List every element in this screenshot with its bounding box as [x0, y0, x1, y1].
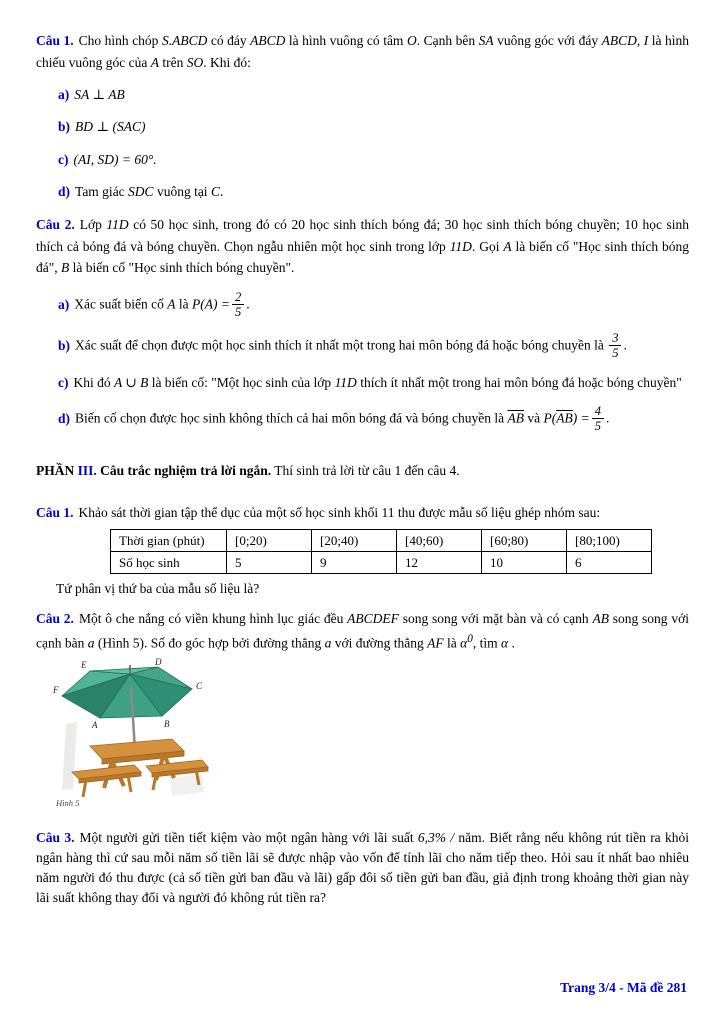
table-cell: 6 — [567, 552, 652, 574]
math-var: A — [150, 54, 159, 70]
option-label: b) — [58, 337, 71, 353]
picnic-table — [90, 739, 184, 764]
math-var: I — [643, 33, 649, 48]
math-var: SDC — [128, 183, 154, 199]
fraction-denominator: 5 — [612, 345, 619, 360]
math-var: ABCDEF — [347, 611, 399, 626]
question-ii-1-option-c — [58, 150, 689, 170]
option-text: vuông tại — [153, 183, 211, 199]
stem-text: . Khi đó: — [203, 54, 251, 70]
math-var: α — [460, 635, 468, 651]
math-var: AF — [427, 635, 444, 651]
question-ii-2-option-b — [58, 332, 689, 361]
stem-text: , tìm — [472, 635, 502, 651]
question-ii-1-option-b — [58, 117, 689, 137]
math-var: 11D — [334, 374, 357, 390]
vertex-label: E — [81, 659, 87, 670]
frequency-table — [110, 529, 652, 574]
option-text: thích ít nhất một trong hai môn bóng đá hoặc bóng chuyền" — [356, 374, 682, 390]
vertex-label: D — [155, 657, 162, 667]
stem-text: Lớp — [79, 217, 107, 233]
stem-text: là — [443, 635, 461, 651]
question-ii-1-label: Câu 1. — [36, 33, 74, 48]
math-expression: P(A) = — [191, 296, 230, 312]
stem-text: là biến cố "Học sinh thích bóng đá", — [36, 238, 689, 276]
heading-text: PHẦN — [36, 463, 78, 479]
option-text: Tam giác — [75, 183, 129, 199]
math-var: AB — [592, 611, 609, 626]
question-ii-2-stem — [36, 214, 689, 279]
part-iii-heading — [36, 460, 689, 482]
query-text: Tứ phân vị thứ ba của mẫu số liệu là? — [56, 581, 260, 597]
fraction-denominator: 5 — [234, 304, 242, 319]
stem-text: Một ô che nắng có viền khung hình lục giác đều — [78, 611, 348, 626]
question-iii-2-label: Câu 2. — [36, 611, 74, 626]
vertex-label: B — [164, 718, 170, 729]
option-label: a) — [58, 87, 70, 103]
heading-subtext: Thí sinh trả lời từ câu 1 đến câu 4. — [271, 463, 460, 479]
stem-text: Cho hình chóp — [78, 33, 162, 48]
figure-caption: Hình 5 — [56, 797, 80, 808]
math-var: A — [167, 296, 176, 312]
question-ii-1-option-a — [58, 85, 689, 105]
option-text: là biến cố: "Một học sinh của lớp — [148, 374, 335, 390]
question-ii-2-option-a — [58, 291, 689, 320]
stem-text: , — [636, 33, 644, 48]
question-ii-1-stem — [36, 30, 689, 73]
math-var: ABCD — [601, 33, 637, 48]
table-row — [111, 552, 652, 574]
option-text: . — [623, 337, 627, 353]
table-cell: [40;60) — [397, 530, 482, 552]
stem-text: . Cạnh bên — [416, 33, 479, 48]
figure-hinh5 — [52, 658, 689, 812]
math-expression: ) = — [572, 410, 590, 426]
option-text: Xác suất để chọn được một học sinh thích ít nhất một trong hai môn bóng đá hoặc bóng chuyền là — [75, 337, 608, 353]
question-iii-1-stem — [36, 502, 689, 524]
table-cell: [20;40) — [312, 530, 397, 552]
option-label: b) — [58, 119, 71, 135]
math-var: A — [503, 238, 512, 254]
fraction-numerator: 3 — [609, 331, 621, 346]
option-text: . — [219, 183, 224, 199]
question-ii-2-option-d — [58, 405, 689, 434]
background-shape — [62, 722, 77, 790]
table-cell: 10 — [482, 552, 567, 574]
math-var: α — [501, 635, 509, 651]
option-text: Biến cố chọn được học sinh không thích cả hai môn bóng đá và bóng chuyền là — [75, 410, 508, 426]
vertex-label: A — [92, 719, 98, 730]
option-text: . — [605, 410, 610, 426]
stem-text: có đáy — [207, 33, 251, 48]
question-ii-2-option-c — [58, 373, 689, 393]
question-iii-1-label: Câu 1. — [36, 504, 74, 520]
option-label: d) — [58, 410, 71, 426]
math-superscript: 0 — [467, 632, 473, 645]
fraction-numerator: 2 — [232, 290, 244, 305]
option-label: c) — [58, 151, 69, 167]
fraction-numerator: 4 — [592, 404, 604, 419]
math-var: B — [61, 260, 70, 276]
table-cell: [60;80) — [482, 530, 567, 552]
math-expression: (AI, SD) = 60°. — [73, 151, 157, 167]
fraction — [592, 404, 604, 433]
math-var: SA — [478, 33, 494, 48]
stem-text: . — [508, 635, 515, 651]
math-var: a — [324, 635, 332, 651]
math-var: S.ABCD — [161, 33, 208, 48]
math-expression: SA ⊥ AB — [74, 87, 125, 103]
table-cell: [80;100) — [567, 530, 652, 552]
umbrella-picnic-table-illustration — [52, 658, 222, 808]
stem-text: Khảo sát thời gian tập thể dục của một số học sinh khối 11 thu được mẫu số liệu ghép nhóm sau: — [78, 504, 601, 520]
math-var: 11D — [106, 217, 129, 233]
stem-text: . Gọi — [471, 238, 504, 254]
table-cell: 9 — [312, 552, 397, 574]
math-overline: $\overline{AB}$ — [507, 410, 524, 426]
math-var: ABCD — [250, 33, 286, 48]
stem-text: song song với cạnh bàn — [36, 611, 689, 651]
stem-text: là biến cố "Học sinh thích bóng chuyền". — [69, 260, 295, 276]
stem-text: là hình vuông có tâm — [285, 33, 407, 48]
fraction — [232, 290, 244, 319]
vertex-label: F — [53, 684, 59, 695]
option-text: Xác suất biến cố — [74, 296, 168, 312]
option-text: Khi đó — [73, 374, 114, 390]
math-expression: A ∪ B — [114, 374, 149, 390]
fraction — [609, 331, 621, 360]
table-cell: Thời gian (phút) — [111, 530, 227, 552]
math-expression: BD ⊥ (SAC) — [75, 119, 146, 135]
stem-text: song song với mặt bàn và có cạnh — [398, 611, 593, 626]
stem-text: trên — [158, 54, 187, 70]
math-var: O — [406, 33, 417, 48]
table-cell: Số học sinh — [111, 552, 227, 574]
stem-text: (Hình 5). Số đo góc hợp bởi đường thẳng — [94, 635, 325, 651]
table-header-row — [111, 530, 652, 552]
option-label: d) — [58, 183, 71, 199]
question-iii-1-query — [56, 578, 689, 600]
table-cell: [0;20) — [227, 530, 312, 552]
stem-text: với đường thẳng — [331, 635, 428, 651]
stem-text: có 50 học sinh, trong đó có 20 học sinh thích bóng đá; 30 học sinh thích bóng chuyền; 10 học sinh thích cả bóng đá và bóng chuyền. Chọn ngẫu nhiên một học sinh trong lớp — [36, 217, 689, 254]
stem-text: là hình chiếu vuông góc của — [36, 33, 690, 70]
math-var: 11D — [449, 238, 472, 254]
heading-number: III. — [77, 463, 97, 479]
umbrella-canopy — [62, 667, 192, 718]
question-iii-3-label: Câu 3. — [36, 829, 75, 845]
question-iii-3-stem — [36, 828, 689, 908]
option-label: a) — [58, 296, 70, 312]
option-text: là — [175, 296, 192, 312]
vertex-label: C — [196, 680, 203, 691]
math-var: C — [210, 183, 220, 199]
question-ii-1-option-d — [58, 182, 689, 202]
math-expression: P( — [543, 410, 557, 426]
stem-text: năm. Biết rằng nếu không rút tiền ra khỏi ngân hàng thì cứ sau mỗi năm số tiền lãi sẽ được nhập vào vốn để tính lãi cho năm tiếp theo. Hỏi sau ít nhất bao nhiêu năm người đó thu được (cả số tiền gửi ban đầu và lãi) gấp đôi số tiền gửi ban đầu, giả định trong khoảng thời gian này lãi suất không thay đổi và người đó không rút tiền ra? — [36, 829, 689, 905]
stem-text: vuông góc với đáy — [493, 33, 602, 48]
fraction-denominator: 5 — [594, 419, 601, 434]
page-footer: Trang 3/4 - Mã đề 281 — [560, 980, 687, 995]
stem-text: Một người gửi tiền tiết kiệm vào một ngân hàng với lãi suất — [79, 829, 418, 845]
option-text: và — [524, 410, 544, 426]
math-value: 6,3% / — [417, 829, 455, 845]
option-label: c) — [58, 374, 69, 390]
question-ii-2-label: Câu 2. — [36, 217, 75, 233]
question-iii-2-stem — [36, 608, 689, 654]
option-text: . — [246, 296, 250, 312]
math-var: a — [87, 635, 95, 651]
math-overline: $\overline{AB}$ — [556, 410, 573, 426]
table-cell: 12 — [397, 552, 482, 574]
table-cell: 5 — [227, 552, 312, 574]
heading-text: Câu trắc nghiệm trả lời ngắn. — [96, 463, 272, 479]
math-var: SO — [186, 54, 204, 70]
